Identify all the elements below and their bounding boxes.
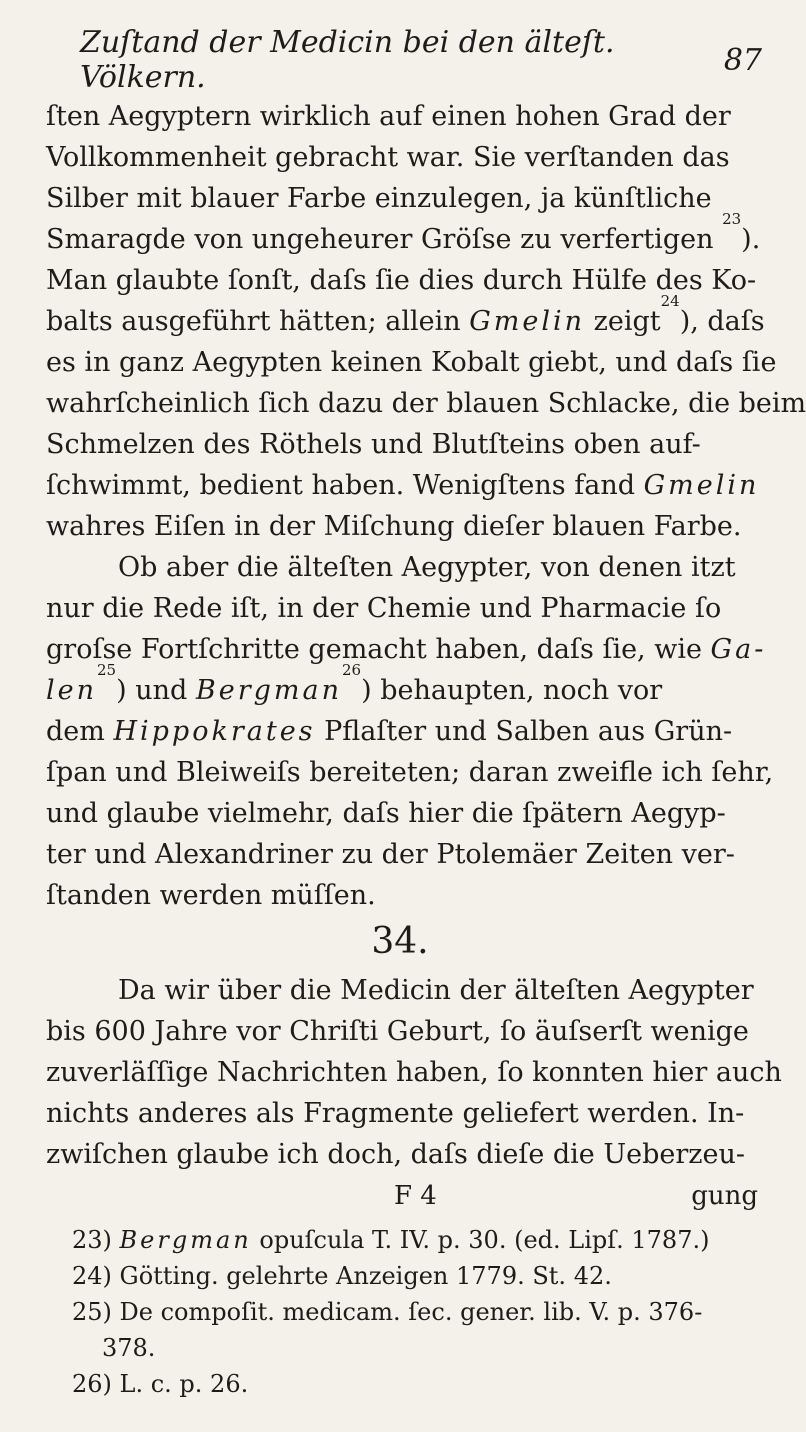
name-bergman: Bergman [195,675,342,706]
text-line: len 25 ) und Bergman 26 ) behaupten, noch vor [46,670,758,711]
footnotes [72,1222,758,1402]
name-hippokrates: Hippokrates [113,716,316,747]
paragraph-1 [46,96,806,916]
text-line: ſchwimmt, bedient haben. Wenigſtens fand Gmelin [46,465,758,506]
name-gmelin: Gmelin [469,306,586,337]
text-line: Da wir über die Medicin der älteſten Aegypter [118,975,754,1006]
section-number: 34. [371,921,429,962]
footnote-ref-25: 25 [97,661,117,679]
text-line: nur die Rede iſt, in der Chemie und Pharmacie ſo [46,593,722,624]
name-gmelin: Gmelin [643,470,760,501]
text-line: Smaragde von ungeheurer Gröſse zu verfertigen 23 ). [46,219,758,260]
running-title: Zuſtand der Medicin bei den älteſt. Völkern. [80,25,615,95]
signature-mark: F 4 [394,1181,437,1211]
footnote-ref-24: 24 [660,292,680,310]
signature-line [46,1176,758,1216]
text-line: dem Hippokrates Pflaſter und Salben aus Grün- [46,711,758,752]
text-line: Vollkommenheit gebracht war. Sie verſtanden das [46,142,730,173]
footnote-25-continued: 378. [102,1334,156,1362]
footnote-ref-23: 23 [722,210,742,228]
text-line: Ob aber die älteſten Aegypter, von denen itzt [118,552,736,583]
running-head [80,25,762,95]
catchword: gung [691,1181,758,1211]
text-line: wahrſcheinlich ſich dazu der blauen Schlacke, die beim [46,388,806,419]
text-line: Man glaubte ſonſt, daſs ſie dies durch Hülfe des Ko- [46,265,757,296]
footnote-25: 25) De compoſit. medicam. ſec. gener. lib. V. p. 376- [72,1298,703,1326]
footnote-23: 23) Bergman opuſcula T. IV. p. 30. (ed. Lipſ. 1787.) [72,1226,710,1254]
paragraph-3 [46,970,782,1175]
text-line: Schmelzen des Röthels und Blutſteins oben auf- [46,429,701,460]
text-line: Silber mit blauer Farbe einzulegen, ja künſtliche [46,183,712,214]
name-galen: Ga- [710,634,767,665]
text-line: balts ausgeführt hätten; allein Gmelin zeigt 24 ), daſs [46,301,758,342]
text-line: zwiſchen glaube ich doch, daſs dieſe die Ueberzeu- [46,1139,745,1170]
page-number: 87 [723,42,762,78]
text-line: zuverläſſige Nachrichten haben, ſo konnten hier auch [46,1057,782,1088]
text-line: groſse Fortſchritte gemacht haben, daſs ſie, wie Ga- [46,629,758,670]
text-line: es in ganz Aegypten keinen Kobalt giebt, und daſs ſie [46,347,777,378]
footnote-24: 24) Götting. gelehrte Anzeigen 1779. St. 42. [72,1262,612,1290]
text-line: ſtanden werden müſſen. [46,880,376,911]
text-line: und glaube vielmehr, daſs hier die ſpätern Aegyp- [46,798,726,829]
text-line: bis 600 Jahre vor Chriſti Geburt, ſo äuſserſt wenige [46,1016,749,1047]
text-line: ter und Alexandriner zu der Ptolemäer Zeiten ver- [46,839,735,870]
text-line: wahres Eiſen in der Miſchung dieſer blauen Farbe. [46,511,742,542]
text-line: ſpan und Bleiweiſs bereiteten; daran zweifle ich ſehr, [46,757,774,788]
text-line: nichts anderes als Fragmente geliefert werden. In- [46,1098,745,1129]
text-line: ſten Aegyptern wirklich auf einen hohen Grad der [46,101,731,132]
footnote-ref-26: 26 [342,661,362,679]
footnote-26: 26) L. c. p. 26. [72,1370,249,1398]
